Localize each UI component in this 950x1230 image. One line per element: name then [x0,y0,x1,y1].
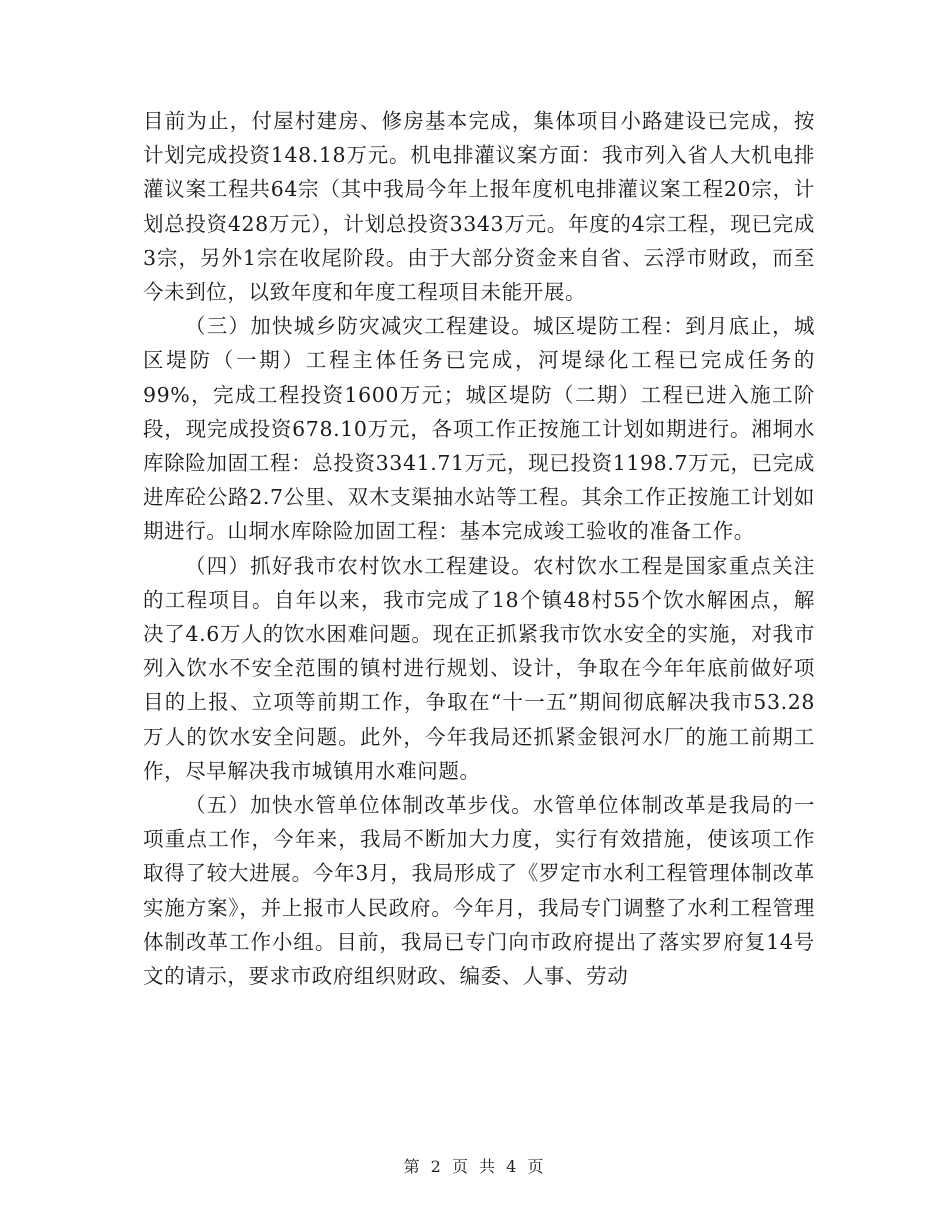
paragraph-rural-drinking-water: （四）抓好我市农村饮水工程建设。农村饮水工程是国家重点关注的工程项目。自年以来，我市完成了18个镇48村55个饮水解困点，解决了4.6万人的饮水困难问题。现在正抓紧我市饮水安全的实施，对我市列入饮水不安全范围的镇村进行规划、设计，争取在今年年底前做好项目的上报、立项等前期工作，争取在“十一五”期间彻底解决我市53.28万人的饮水安全问题。此外，今年我局还抓紧金银河水厂的施工前期工作，尽早解决我市城镇用水难问题。 [143,553,815,783]
paragraph-disaster-prevention: （三）加快城乡防灾减灾工程建设。城区堤防工程：到月底止，城区堤防（一期）工程主体任务已完成，河堤绿化工程已完成任务的99%，完成工程投资1600万元；城区堤防（二期）工程已进入施工阶段，现完成投资678.10万元，各项工作正按施工计划如期进行。湘垌水库除险加固工程：总投资3341.71万元，现已投资1198.7万元，已完成进库砼公路2.7公里、双木支渠抽水站等工程。其余工作正按施工计划如期进行。山垌水库除险加固工程：基本完成竣工验收的准备工作。 [143,314,815,544]
paragraph-continuation: 目前为止，付屋村建房、修房基本完成，集体项目小路建设已完成，按计划完成投资148.18万元。机电排灌议案方面：我市列入省人大机电排灌议案工程共64宗（其中我局今年上报年度机电排灌议案工程20宗，计划总投资428万元），计划总投资3343万元。年度的4宗工程，现已完成3宗，另外1宗在收尾阶段。由于大部分资金来自省、云浮市财政，而至今未到位，以致年度和年度工程项目未能开展。 [143,109,815,305]
paragraph-water-management-reform: （五）加快水管单位体制改革步伐。水管单位体制改革是我局的一项重点工作，今年来，我局不断加大力度，实行有效措施，使该项工作取得了较大进展。今年3月，我局形成了《罗定市水利工程管理体制改革实施方案》，并上报市人民政府。今年月，我局专门调整了水利工程管理体制改革工作小组。目前，我局已专门向市政府提出了落实罗府复14号文的请示，要求市政府组织财政、编委、人事、劳动 [143,793,815,989]
page-number-footer: 第 2 页 共 4 页 [403,1157,547,1176]
document-body [143,104,815,993]
